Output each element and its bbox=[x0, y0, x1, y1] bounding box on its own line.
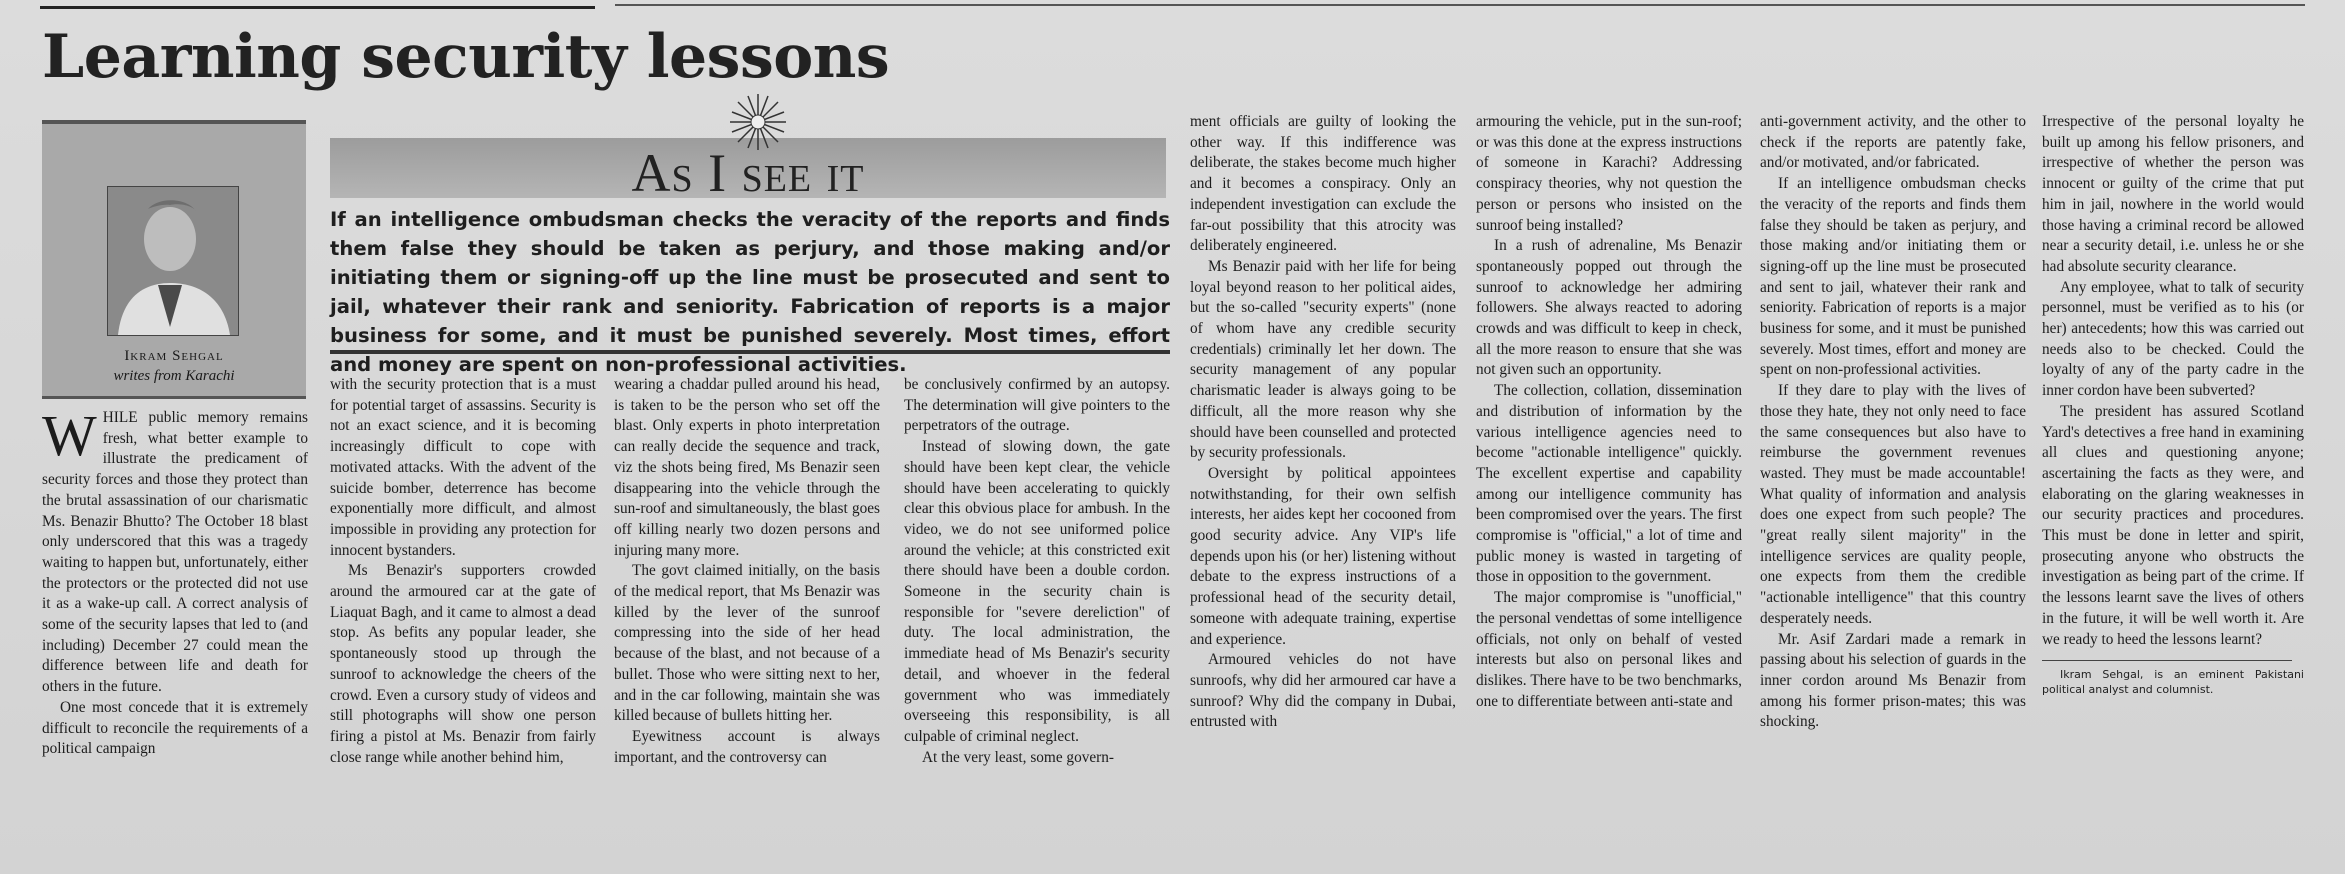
column-7-paragraph: If an intelligence ombudsman checks the veracity of the reports and finds them false they should be taken as perjury, and those making and/or initiating them or signing-off up the line must be prosecuted and sent to jail, whatever their rank and seniority. Fabrication of reports is a major business for some, and it must be punished severely. Most times, effort and money are spent on non-professional activities. bbox=[1760, 175, 2026, 379]
column-5-paragraph: Ms Benazir paid with her life for being loyal beyond reason to her political aides, but the so-called "security experts" (none of whom have any credible security credentials) criminally let her down. The security management of any popular charismatic leader is always going to be difficult, all the more reason why she should have been counselled and protected by security professionals. bbox=[1190, 257, 1456, 462]
column-7-paragraph: If they dare to play with the lives of those they hate, they not only need to face the same consequences but also have to reimburse the government revenues wasted. They must be made accountable! What quality of information and analysis does one expect from such people? The "great really silent majority" in the intelligence services are quality people, one expects from them the credible "actionable intelligence" that this country desperately needs. bbox=[1760, 382, 2026, 627]
column-4-paragraph: Instead of slowing down, the gate should have been kept clear, the vehicle should have been accelerating to quickly clear this obvious place for ambush. In the video, we do not see uniformed police around the vehicle; at this constricted exit there should have been a double cordon. Someone in the security chain is responsible for "severe dereliction" of duty. The local administration, the immediate head of Ms Benazir's security detail, and whoever in the federal government who was immediately overseeing this responsibility, is all culpable of criminal neglect. bbox=[904, 438, 1170, 745]
top-rule-thick bbox=[40, 0, 595, 9]
article-column-6 bbox=[1476, 112, 1742, 712]
column-1-paragraph: One most concede that it is extremely difficult to reconcile the requirements of a political campaign bbox=[42, 698, 308, 758]
headline: Learning security lessons bbox=[42, 22, 890, 92]
starburst-icon bbox=[728, 92, 788, 152]
pull-quote-rule bbox=[330, 350, 1170, 354]
column-6-paragraph: In a rush of adrenaline, Ms Benazir spontaneously popped out through the sunroof to acknowledge her admiring followers. She always reacted to adoring crowds and was difficult to keep in check, all the more reason to ensure that she was not given such an opportunity. bbox=[1476, 237, 1742, 379]
article-column-8 bbox=[2042, 112, 2304, 697]
author-portrait-icon bbox=[107, 186, 239, 336]
column-3-paragraph: Eyewitness account is always important, and the controversy can bbox=[614, 727, 880, 766]
top-rule-thin bbox=[615, 4, 2305, 6]
banner-title: As I see it bbox=[631, 143, 865, 203]
article-column-4 bbox=[904, 375, 1170, 768]
column-3-paragraph: The govt claimed initially, on the basis of the medical report, that Ms Benazir was killed by the lever of the sunroof compressing into the side of her head because of the blast, and not because of a bullet. Those who were sitting next to her, and in the car following, maintain she was killed because of bullets hitting her. bbox=[614, 562, 880, 725]
column-8-paragraph: Any employee, what to talk of security personnel, must be verified as to his (or her) antecedents; how this was carried out needs also to be checked. Could the loyalty of any of the party cadre in the inner cordon have been subverted? bbox=[2042, 278, 2304, 400]
drop-cap: W bbox=[42, 403, 97, 468]
column-7-paragraph: anti-government activity, and the other to check if the reports are patently fake, and/or motivated, and/or fabricated. bbox=[1760, 113, 2026, 172]
author-name: Ikram Sehgal bbox=[124, 348, 224, 364]
column-8-paragraph: Irrespective of the personal loyalty he built up among his fellow prisoners, and irrespective of whether the person was innocent or guilty of the crime that put him in jail, nowhere in the world would those having a criminal record be allowed near a security detail, i.e. unless he or she had absolute security clearance. bbox=[2042, 113, 2304, 275]
column-7-paragraph: Mr. Asif Zardari made a remark in passing about his selection of guards in the inner cordon around Ms Benazir from among his former prison-mates; this was shocking. bbox=[1760, 630, 2026, 731]
author-note: Ikram Sehgal, is an eminent Pakistani political analyst and columnist. bbox=[2042, 668, 2304, 697]
article-column-2 bbox=[330, 375, 596, 768]
article-column-1 bbox=[42, 403, 308, 760]
column-6-paragraph: The major compromise is "unofficial," the personal vendettas of some intelligence officials, not only on behalf of vested interests but also on personal likes and dislikes. There have to be two benchmarks, one to differentiate between anti-state and bbox=[1476, 589, 1742, 710]
column-2-paragraph: with the security protection that is a must for potential target of assassins. Security is not an exact science, and it is becoming increasingly difficult to cope with motivated attacks. With the advent of the suicide bomber, deterrence has become exponentially more difficult, and almost impossible in providing any protection for innocent bystanders. bbox=[330, 376, 596, 559]
article-column-5 bbox=[1190, 112, 1456, 733]
column-3-paragraph: wearing a chaddar pulled around his head, is taken to be the person who set off the blast. Only experts in photo interpretation can really decide the sequence and track, viz the shots being fired, Ms Benazir seen disappearing into the vehicle through the sun-roof and simultaneously, the blast goes off killing nearly two dozen persons and injuring many more. bbox=[614, 376, 880, 559]
column-4-paragraph: At the very least, some govern- bbox=[922, 748, 1115, 766]
column-5-paragraph: ment officials are guilty of looking the other way. If this indifference was deliberate, the stakes become much higher and it becomes a conspiracy. Only an independent investigation can exclude the far-out possibility that this atrocity was deliberately engineered. bbox=[1190, 113, 1456, 255]
column-6-paragraph: armouring the vehicle, put in the sun-roof; or was this done at the express instructions of someone in Karachi? Addressing conspiracy theories, why not question the person or persons who insisted on the sunroof being installed? bbox=[1476, 113, 1742, 234]
column-5-paragraph: Oversight by political appointees notwithstanding, for their own selfish interests, her aides kept her cocooned from good security advice. Any VIP's life depends upon his (or her) listening without debate to the express instructions of a professional head of the security detail, someone with adequate training, expertise and experience. bbox=[1190, 464, 1456, 648]
column-1-paragraph: WHILE public memory remains fresh, what better example to illustrate the predicament of security forces and those they protect than the brutal assassination of our charismatic Ms. Benazir Bhutto? The October 18 blast only underscored that this was a tragedy waiting to happen but, unfortunately, either the protectors or the protected did not use it as a wake-up call. A correct analysis of some of the security lapses that led to (and including) December 27 could mean the difference between life and death for others in the future. bbox=[42, 403, 308, 696]
pull-quote: If an intelligence ombudsman checks the veracity of the reports and finds them false they should be taken as perjury, and those making and/or initiating them or signing-off up the line must be prosecuted and sent to jail, whatever their rank and seniority. Fabrication of reports is a major business for some, and it must be punished severely. Most times, effort and money are spent on non-professional activities. bbox=[330, 208, 1170, 376]
article-column-3 bbox=[614, 375, 880, 768]
author-note-rule bbox=[2042, 660, 2292, 661]
author-box bbox=[42, 120, 306, 399]
column-4-paragraph: be conclusively confirmed by an autopsy. The determination will give pointers to the perpetrators of the outrage. bbox=[904, 376, 1170, 435]
column-8-paragraph: The president has assured Scotland Yard's detectives a free hand in examining all clues and questioning anyone; ascertaining the facts as they were, and elaborating on the glaring weaknesses in our security practices and procedures. This must be done in letter and spirit, prosecuting anyone who obstructs the investigation as being part of the crime. If the lessons learnt save the lives of others in the future, it will be well worth it. Are we ready to heed the lessons learnt? bbox=[2042, 402, 2304, 648]
article-column-7 bbox=[1760, 112, 2026, 733]
column-2-paragraph: Ms Benazir's supporters crowded around the armoured car at the gate of Liaquat Bagh, and it came to almost a dead stop. As befits any popular leader, she spontaneously stood up through the sunroof to acknowledge the cheers of the crowd. Even a cursory study of videos and still photographs will show one person firing a pistol at Ms. Benazir from fairly close range while another behind him, bbox=[330, 562, 596, 766]
column-5-paragraph: Armoured vehicles do not have sunroofs, why did her armoured car have a sunroof? Why did the company in Dubai, entrusted with bbox=[1190, 651, 1456, 731]
column-6-paragraph: The collection, collation, dissemination and distribution of information by the various intelligence agencies need to become "actionable intelligence" quickly. The excellent expertise and capability among our intelligence community has been compromised over the years. The first compromise is "official," a lot of time and public money is wasted in targeting of those in opposition to the government. bbox=[1476, 382, 1742, 586]
author-location: writes from Karachi bbox=[113, 368, 235, 384]
